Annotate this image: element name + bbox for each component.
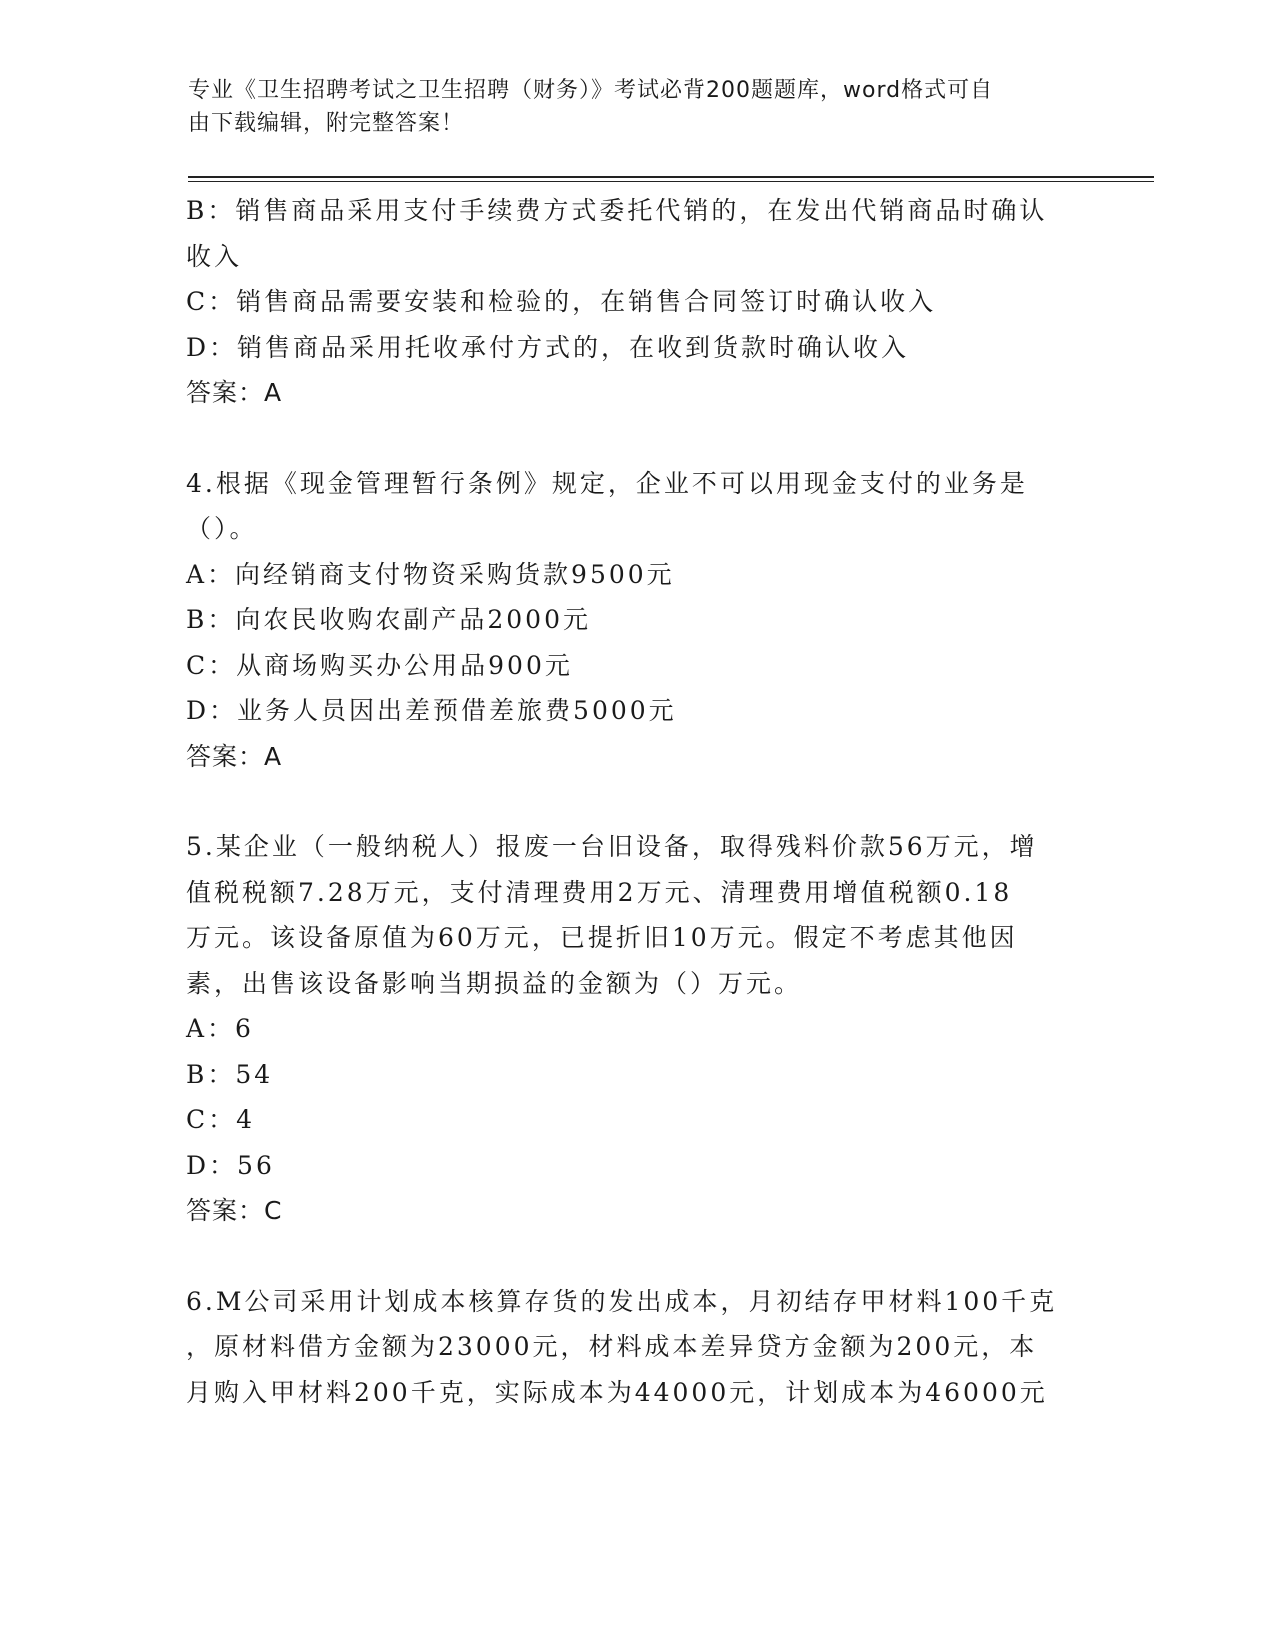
question-stem-line-3: 万元。该设备原值为60万元，已提折旧10万元。假定不考虑其他因 [186,923,1018,952]
question-stem-line-4: 素，出售该设备影响当期损益的金额为（）万元。 [186,968,803,998]
answer: 答案：C [186,1196,283,1225]
question-stem-line-1: 5.某企业（一般纳税人）报废一台旧设备，取得残料价款56万元，增 [186,832,1038,861]
spacer [186,416,1086,461]
option-d: D：销售商品采用托收承付方式的，在收到货款时确认收入 [186,332,910,362]
answer: 答案：A [186,741,283,771]
option-a: A：6 [186,1014,254,1043]
option-b: B：向农民收购农副产品2000元 [186,605,591,634]
question-stem-line-1: 4.根据《现金管理暂行条例》规定，企业不可以用现金支付的业务是 [186,468,1028,498]
option-c: C：从商场购买办公用品900元 [186,650,573,680]
option-b-line-1: B：销售商品采用支付手续费方式委托代销的，在发出代销商品时确认 [186,196,1048,225]
header-line-2: 由下载编辑，附完整答案！ [188,111,465,136]
header-divider [188,176,1154,182]
question-3 [186,188,1086,416]
question-list [186,188,1086,1415]
spacer [186,779,1086,824]
question-4 [186,461,1086,780]
option-b: B：54 [186,1059,274,1089]
header-line-1: 专业《卫生招聘考试之卫生招聘（财务）》考试必背200题题库，word格式可自 [188,78,994,103]
question-stem-line-1: 6.M公司采用计划成本核算存货的发出成本，月初结存甲材料100千克 [186,1286,1058,1316]
question-stem-line-2: ，原材料借方金额为23000元，材料成本差异贷方金额为200元，本 [186,1332,1038,1361]
question-5 [186,824,1086,1234]
question-stem-line-2: （）。 [186,514,258,543]
option-d: D：业务人员因出差预借差旅费5000元 [186,696,677,725]
document-header [188,74,1088,140]
option-c: C：4 [186,1105,256,1134]
spacer [186,1234,1086,1279]
option-c: C：销售商品需要安装和检验的，在销售合同签订时确认收入 [186,287,937,316]
option-d: D：56 [186,1150,275,1180]
question-6 [186,1279,1086,1416]
option-b-line-2: 收入 [186,241,243,271]
question-stem-line-3: 月购入甲材料200千克，实际成本为44000元，计划成本为46000元 [186,1377,1048,1407]
option-a: A：向经销商支付物资采购货款9500元 [186,559,675,589]
answer: 答案：A [186,378,283,407]
question-stem-line-2: 值税税额7.28万元，支付清理费用2万元、清理费用增值税额0.18 [186,877,1013,907]
